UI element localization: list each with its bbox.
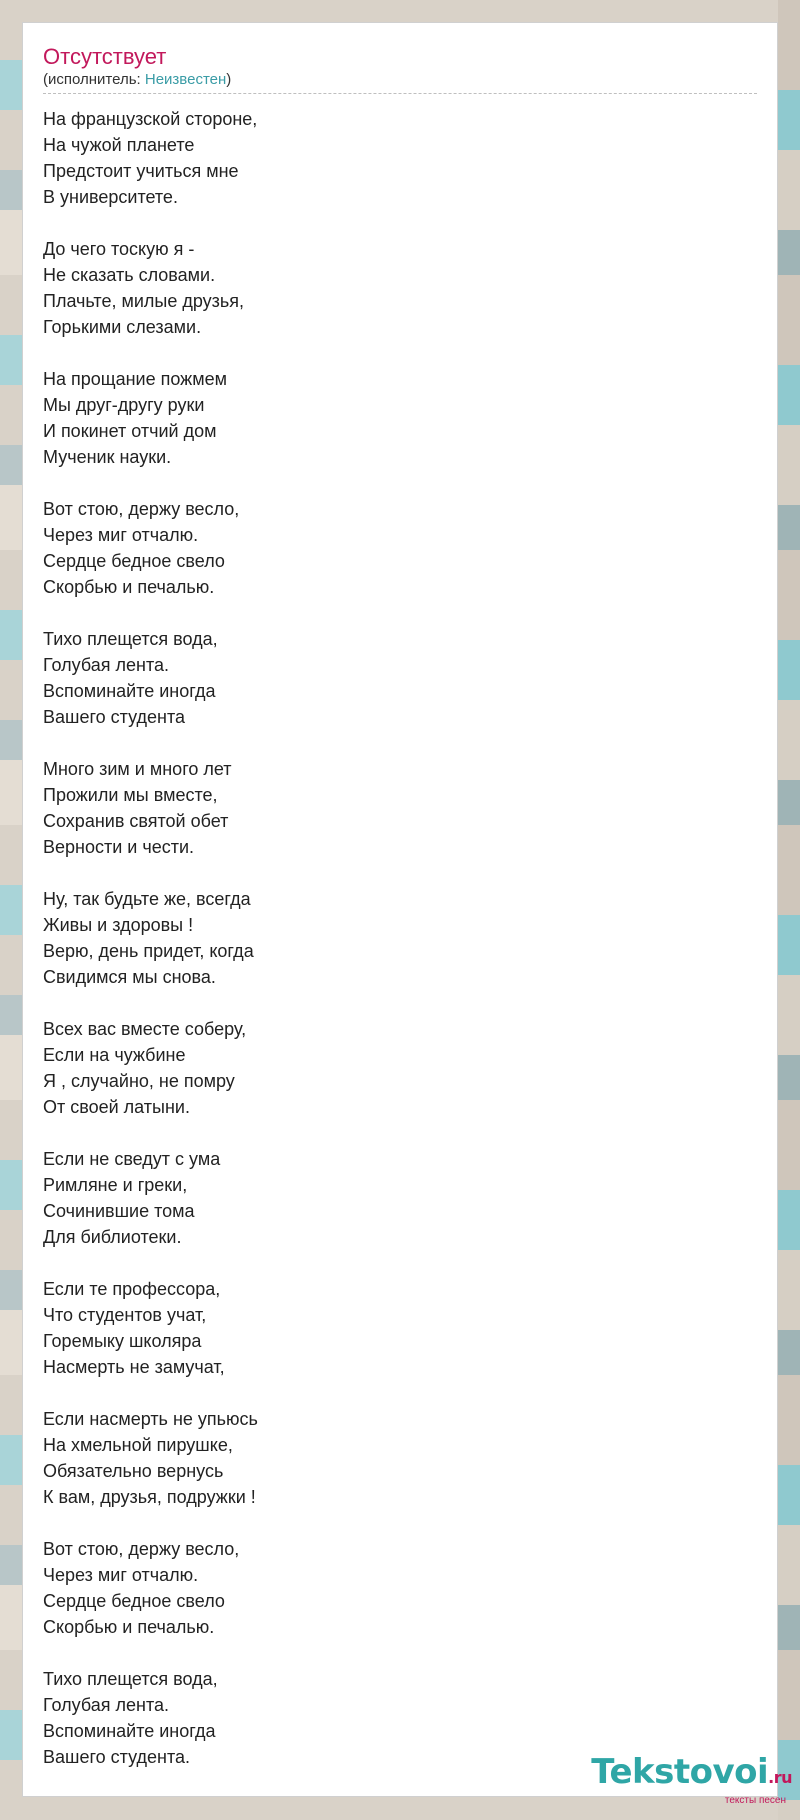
lyrics-stanza [43,1016,757,1120]
lyrics-line: От своей латыни. [43,1097,190,1117]
lyrics-line: Не сказать словами. [43,265,216,285]
lyrics-line: Прожили мы вместе, [43,785,218,805]
lyrics-line: Если насмерть не упьюсь [43,1409,258,1429]
lyrics-line: Верю, день придет, когда [43,941,254,961]
lyrics-line: Много зим и много лет [43,759,232,779]
lyrics-line: Сочинившие тома [43,1201,195,1221]
lyrics-stanza [43,1146,757,1250]
lyrics-line: И покинет отчий дом [43,421,217,441]
lyrics-line: Предстоит учиться мне [43,161,239,181]
lyrics-line: Горькими слезами. [43,317,202,337]
lyrics-line: На французской стороне, [43,109,258,129]
lyrics-line: Сердце бедное свело [43,551,225,571]
song-title: Отсутствует [43,44,167,69]
lyrics-line: В университете. [43,187,178,207]
lyrics-line: До чего тоскую я - [43,239,195,259]
lyrics-line: Тихо плещется вода, [43,629,218,649]
lyrics-line: На прощание пожмем [43,369,227,389]
lyrics-stanza [43,496,757,600]
lyrics-line: Голубая лента. [43,1695,170,1715]
background-stripe [778,0,800,1820]
lyrics-stanza [43,1406,757,1510]
lyrics-line: Мы друг-другу руки [43,395,205,415]
lyrics-line: На хмельной пирушке, [43,1435,233,1455]
lyrics-stanza [43,626,757,730]
lyrics-line: Римляне и греки, [43,1175,188,1195]
lyrics-stanza [43,1276,757,1380]
lyrics-line: Плачьте, милые друзья, [43,291,245,311]
lyrics-card [22,22,778,1797]
lyrics-line: Ну, так будьте же, всегда [43,889,251,909]
lyrics-line: Вспоминайте иногда [43,1721,216,1741]
lyrics-line: Верности и чести. [43,837,195,857]
artist-prefix: (исполнитель: [43,71,145,88]
lyrics-line: Если не сведут с ума [43,1149,221,1169]
artist-line [43,71,757,94]
lyrics-line: Обязательно вернусь [43,1461,224,1481]
lyrics-body [43,106,757,1770]
lyrics-line: Голубая лента. [43,655,170,675]
lyrics-line: Вот стою, держу весло, [43,1539,240,1559]
lyrics-stanza [43,236,757,340]
lyrics-line: Что студентов учат, [43,1305,207,1325]
lyrics-line: Если на чужбине [43,1045,186,1065]
lyrics-line: Скорбью и печалью. [43,1617,215,1637]
lyrics-line: На чужой планете [43,135,195,155]
lyrics-line: Живы и здоровы ! [43,915,194,935]
lyrics-line: Вспоминайте иногда [43,681,216,701]
lyrics-line: Я , случайно, не помру [43,1071,235,1091]
lyrics-line: Вашего студента [43,707,186,727]
lyrics-line: Через миг отчалю. [43,1565,199,1585]
logo-domain: .ru [768,1768,792,1787]
artist-suffix: ) [226,71,232,88]
lyrics-line: Если те профессора, [43,1279,221,1299]
lyrics-line: Скорбью и печалью. [43,577,215,597]
lyrics-line: Тихо плещется вода, [43,1669,218,1689]
lyrics-line: Сохранив святой обет [43,811,229,831]
lyrics-line: Через миг отчалю. [43,525,199,545]
lyrics-line: Вот стою, держу весло, [43,499,240,519]
lyrics-line: Сердце бедное свело [43,1591,225,1611]
lyrics-line: Для библиотеки. [43,1227,182,1247]
lyrics-line: Мученик науки. [43,447,172,467]
site-logo[interactable] [591,1754,792,1806]
lyrics-stanza [43,756,757,860]
lyrics-stanza [43,886,757,990]
lyrics-stanza [43,1536,757,1640]
lyrics-line: Вашего студента. [43,1747,191,1767]
lyrics-line: Всех вас вместе соберу, [43,1019,247,1039]
lyrics-line: Свидимся мы снова. [43,967,216,987]
logo-text: Tekstovoi [591,1752,769,1792]
logo-tagline: тексты песен [724,1795,786,1806]
lyrics-line: Насмерть не замучат, [43,1357,225,1377]
lyrics-line: К вам, друзья, подружки ! [43,1487,256,1507]
lyrics-stanza [43,366,757,470]
artist-link[interactable]: Неизвестен [144,71,227,88]
lyrics-stanza [43,106,757,210]
lyrics-line: Горемыку школяра [43,1331,202,1351]
